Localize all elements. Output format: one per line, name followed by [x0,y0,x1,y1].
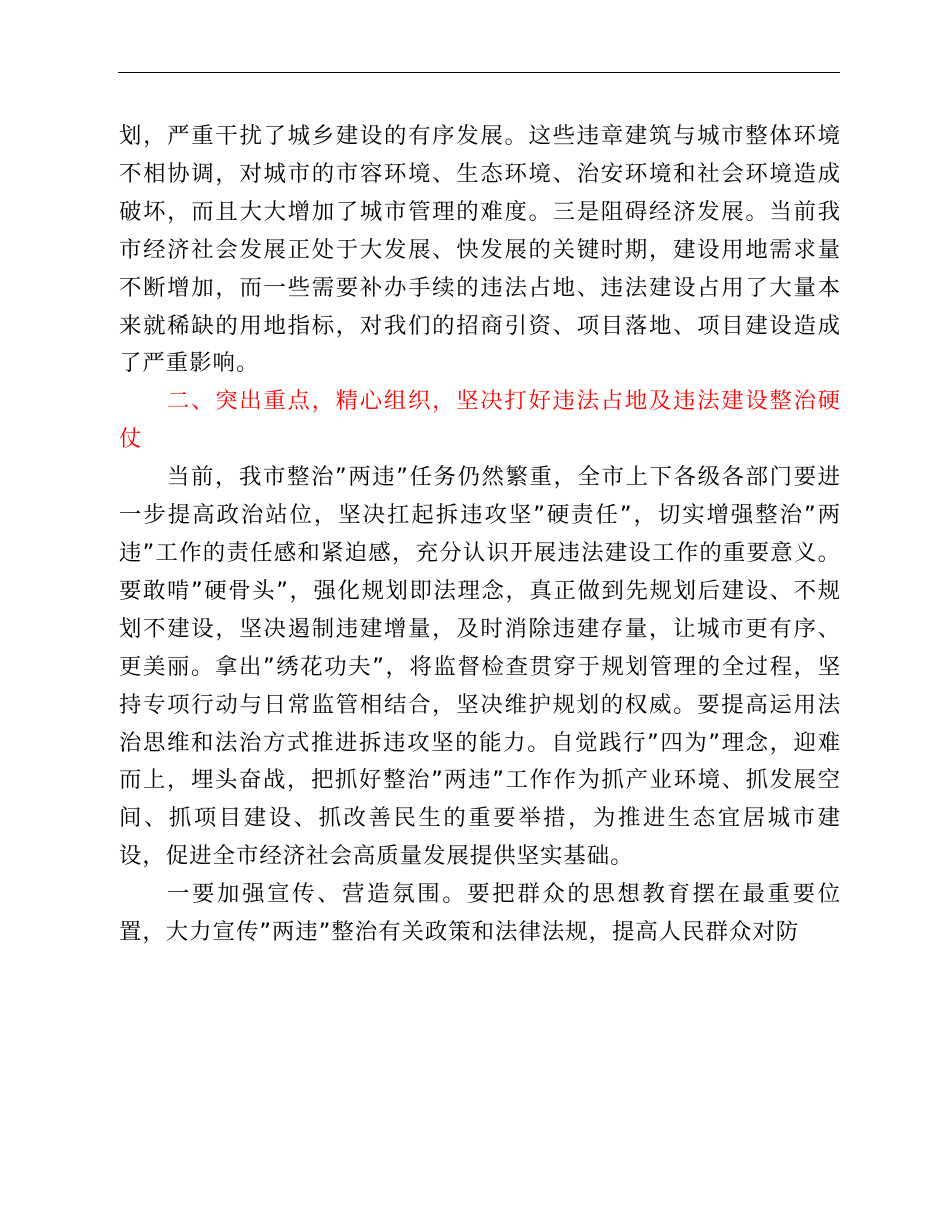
section-heading-2: 二、突出重点，精心组织，坚决打好违法占地及违法建设整治硬仗 [119,388,841,453]
document-body [119,118,841,952]
header-rule [118,72,840,73]
paragraph-continuation: 划，严重干扰了城乡建设的有序发展。这些违章建筑与城市整体环境不相协调，对城市的市容环境、生态环境、治安环境和社会环境造成破坏，而且大大增加了城市管理的难度。三是阻碍经济发展。当前我市经济社会发展正处于大发展、快发展的关键时期，建设用地需求量不断增加，而一些需要补办手续的违法占地、违法建设占用了大量本来就稀缺的用地指标，对我们的招商引资、项目落地、项目建设造成了严重影响。 [119,123,841,377]
paragraph-body: 一要加强宣传、营造氛围。要把群众的思想教育摆在最重要位置，大力宣传”两违”整治有关政策和法律法规，提高人民群众对防 [119,881,841,946]
paragraph-body: 当前，我市整治”两违”任务仍然繁重，全市上下各级各部门要进一步提高政治站位，坚决扛起拆违攻坚”硬责任”，切实增强整治”两违”工作的责任感和紧迫感，充分认识开展违法建设工作的重要意义。要敢啃”硬骨头”，强化规划即法理念，真正做到先规划后建设、不规划不建设，坚决遏制违建增量，及时消除违建存量，让城市更有序、更美丽。拿出”绣花功夫”，将监督检查贯穿于规划管理的全过程，坚持专项行动与日常监管相结合，坚决维护规划的权威。要提高运用法治思维和法治方式推进拆违攻坚的能力。自觉践行”四为”理念，迎难而上，埋头奋战，把抓好整治”两违”工作作为抓产业环境、抓发展空间、抓项目建设、抓改善民生的重要举措，为推进生态宜居城市建设，促进全市经济社会高质量发展提供坚实基础。 [119,464,841,870]
